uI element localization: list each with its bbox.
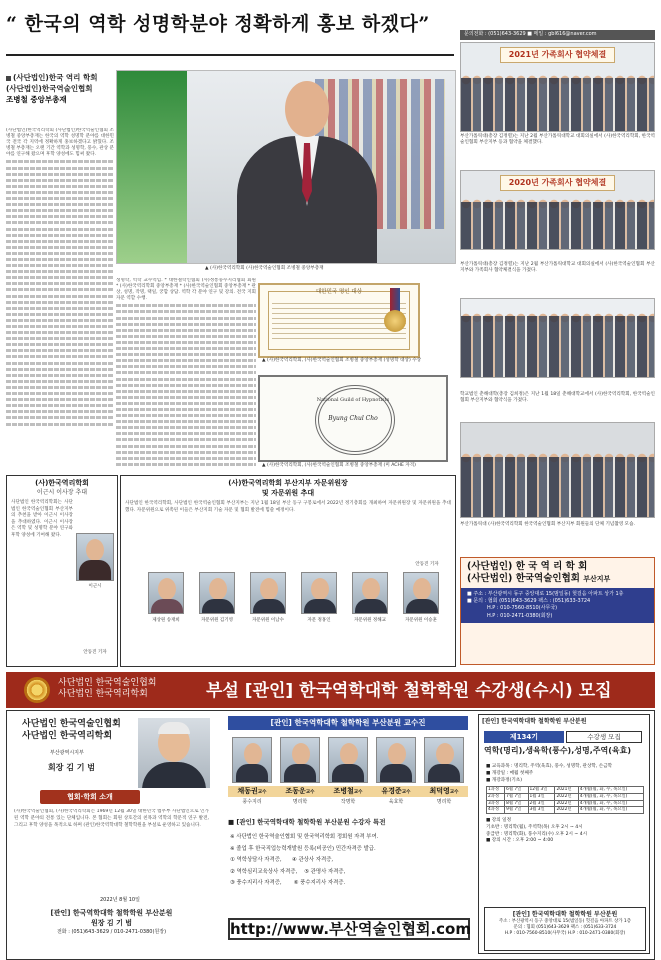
- main-photo: [116, 70, 456, 264]
- benefit-item: ① 역학상담사 자격증, ④ 관상사 자격증,: [230, 857, 334, 863]
- profile-block: [6, 72, 118, 105]
- article-text: (사단법인)한국역리학회 (사단법인)한국역술인협회 조병철 중앙부총재는 한국의 역학 성명학 분야를 대한민국 전국 각 지역에 정확하게 홍보하겠다고 밝혔다. 조병철 부총재는 오랜 기간 역학과 성명학, 풍수, 관상 분야를 연구해 왔으며 후학 양성에도 힘써 왔다.: [6, 128, 114, 158]
- article-body: [6, 128, 114, 468]
- member-name: 자문 정홍인: [307, 618, 331, 623]
- committee-reporter: 안동진 기자: [415, 562, 439, 567]
- professor-field: 명리학: [436, 799, 452, 805]
- notice-subjects: 역학(명리),생육학(풍수),성명,주역(육효): [484, 746, 631, 755]
- intro-tag: 협회·학회 소개: [40, 790, 140, 804]
- professor-field: 육효학: [388, 799, 404, 805]
- member-portrait: [352, 572, 388, 614]
- table-row: 1과정 6월 7일 12월 3일 2021년 4개월(월, 화, 수, 목요일): [487, 787, 644, 794]
- event-photo-2: [460, 170, 655, 250]
- certificate-title: 대한민국 명인 대상: [315, 289, 362, 295]
- professor-portrait: [280, 737, 320, 783]
- busan-info: [461, 588, 654, 623]
- busan-title-2: (사단법인) 한국역술인협회 부산지부: [467, 573, 611, 584]
- headline: “ 한국의 역학 성명학분야 정확하게 홍보 하겠다”: [6, 13, 430, 35]
- profile-org2: (사단법인)한국역술인협회: [6, 84, 93, 93]
- event-photo-4: [460, 422, 655, 518]
- headline-rule: [6, 54, 454, 56]
- member-name: 자문위원 김기영: [201, 618, 233, 623]
- member-portrait: [403, 572, 439, 614]
- event-caption-3: 학교법인 춘해대학(총장 김희정)은 지난 1월 18일 춘해대학교에서 (사)한국역리학회, 한국역술인협회 부산지부와 협약식을 가졌다.: [460, 392, 655, 404]
- president-portrait: [138, 718, 210, 788]
- bottom-left-sub: 부산광역시지부: [50, 750, 84, 756]
- busan-branch: 부산지부: [583, 575, 611, 583]
- busan-info-line: ■ 문의 : 협회 (051)643-3629 팩스 : (051)633-3724: [467, 598, 591, 605]
- notice-lines-2: ■ 강의 일정 기초반 : 명리학(월), 주역학(목) 오후 2시 ~ 4시 중급반 : 명리학(화), 풍수지리(수) 오후 2시 ~ 4시 ■ 강의 시간 : 오후 2:00 ~ 4:00: [486, 818, 588, 844]
- bottom-left-footer: [관인] 한국역학대학 철학학원 부산분원 원장 김 기 범 전화 : (051)643-3629 / 010-2471-0380(원장): [50, 909, 173, 935]
- professor-field: 작명학: [340, 799, 356, 805]
- member-name: 자문위원 이남수: [252, 618, 284, 623]
- member-name: 제상원 송재희: [152, 618, 180, 623]
- benefit-item: ※ 사단법인 한국역술인협회 및 한국역리학회 정회원 자격 부여.: [230, 834, 379, 840]
- association-logo-icon: [24, 677, 50, 703]
- committee-text: 사단법인 한국역리학회, 사단법인 한국역술인협회 부산지부는 지난 1월 18일 부산 동구 구봉로에서 2022년 정기총회를 개최하여 자문위원장 및 자문위원을 추대했다. 자문위원으로 위촉된 이들은 부산지회 기술 자문 및 협회 발전에 힘쓸 예정이다.: [125, 501, 451, 513]
- advisor-subtitle: 이근시 이사장 추대: [36, 489, 88, 496]
- professor-portrait: [424, 737, 464, 783]
- member-portrait: [199, 572, 235, 614]
- professor-name: 최덕영교수: [420, 786, 468, 797]
- event-photo-3: [460, 298, 655, 378]
- profile-role: 조병철 중앙부총재: [6, 95, 67, 104]
- event-photo-1: [460, 42, 655, 132]
- professor-portrait: [376, 737, 416, 783]
- busan-info-line: ■ 주소 : 부산광역시 동구 중앙대로 15(범일동) 헛걸음 아파트 상가 1층: [467, 591, 624, 597]
- cert2-name: Byung Chul Cho: [328, 415, 378, 422]
- bullet-icon: [6, 76, 11, 81]
- bottom-left-text: (사)한국역술인협회, (사)한국역리학회는 1969년 12월 30일 대한민국 법무부 사단법인으로 인가된 역학 분야의 전통 있는 단체입니다. 본 협회는 회원 상호간의 친목과 역학의 학문적 연구 발전, 그리고 후학 양성을 목적으로 하며 (관인)한국역학대학 철학학원을 부설로 운영하고 있습니다.: [14, 809, 209, 828]
- benefit-item: ③ 풍수지리사 자격증, ⑥ 풍수지리사 자격증.: [230, 880, 346, 886]
- profile-org1: (사단법인)한국 역리 학회: [6, 72, 118, 83]
- advisor-name: 이근시: [88, 584, 102, 589]
- contact-bar: 문의전화 : (051)643-3629 ■ 메일 : gbl616@naver.com: [460, 30, 655, 40]
- committee-subtitle: 및 자문위원 추대: [261, 489, 315, 497]
- benefit-item: ※ 졸업 후 한국직업능력개발원 등록(비공인) 민간자격증 발급.: [230, 845, 376, 852]
- benefit-item: ② 역학심리교육상사 자격증, ⑤ 관명사 자격증,: [230, 868, 346, 875]
- busan-info-line: H.P : 010-2471-0380(회장): [487, 612, 553, 619]
- notice-cohort-label: 수강생 모집: [566, 731, 642, 743]
- advisor-text: 사단법인 한국역리학회는 사단법인 한국역술인협회 부산지부의 추천을 받아 이근시 이사장을 추대하였다. 이근시 이사장은 역학 및 성명학 분야 연구와 후학 양성에 기여해 왔다.: [11, 500, 73, 538]
- advisor-portrait: [76, 533, 114, 581]
- notice-cohort: 제134기: [484, 731, 564, 743]
- table-row: 3과정 8월 7일 2월 3일 2022년 4개월(월, 화, 수, 목요일): [487, 800, 644, 807]
- mid-text: 성명학, 역학 교수역임. * 대한철학인협회 (사)정통풍수지리협회 회원 * (사)한국역리학회 중앙부총재 * (사)한국역술인협회 중앙부총재 * 관상, 성명, 작명, 택일, 궁합 상담. 역학 각 분야 연구 및 강의. 전국 지회 자문 역할 수행.: [116, 278, 256, 302]
- recruitment-banner: [6, 672, 655, 708]
- member-portrait: [250, 572, 286, 614]
- schedule-table: [486, 786, 644, 814]
- professor-field: 명리학: [292, 799, 308, 805]
- advisor-title: (사)한국역리학회: [35, 479, 89, 487]
- professor-portrait: [328, 737, 368, 783]
- event-caption-2: 부산가톨릭대(총장 김정렬)는 지난 2월 부산가톨릭대학교 대회의실에서 (사)한국역술인협회 부산지부와 가족회사 협약체결식을 가졌다.: [460, 262, 655, 274]
- banner-orgs: 사단법인 한국역술인협회 사단법인 한국역리학회: [58, 678, 157, 699]
- bottom-left-role: 회장 김 기 범: [48, 763, 95, 772]
- busan-info-line: H.P : 010-7560-8510(사무국): [487, 605, 558, 612]
- main-photo-caption: ▲ (사)한국역리학회 (사)한국역술인협회 조병철 중앙부총재: [205, 266, 324, 271]
- professor-portrait: [232, 737, 272, 783]
- website-url[interactable]: http://www.부산역술인협회.com: [230, 920, 471, 938]
- busan-title-1: (사단법인) 한 국 역 리 학 회: [467, 561, 588, 572]
- cert-caption-1: ▲ (사)한국역리학회, (사)한국역술인협회 조병철 중앙부총재 (성명학 대상) 수상: [262, 358, 422, 363]
- bottom-left-date: 2022년 8월 10일: [100, 897, 140, 903]
- table-row: 4과정 9월 7일 3월 3일 2022년 4개월(월, 화, 수, 목요일): [487, 807, 644, 814]
- professor-name: 유경준교수: [372, 786, 420, 797]
- committee-box: [120, 475, 456, 667]
- notice-footer: [관인] 한국역학대학 철학학원 부산분원 주소 : 부산광역시 동구 중앙대로 15(범일동) 헛걸음 아파트 상가 1층 문의 : 협회 (051)643-3629 팩스 : (051)633-3724 H.P : 010-7560-8510(사무국) H.P : 010-2471-0380(회장): [484, 907, 646, 951]
- event-caption-1: 부산가톨릭대(총장 김정렬)는 지난 2월 부산가톨릭대학교 대회의실에서 (사)한국역리학회, 한국역술인협회 부산지부 등과 협약을 체결했다.: [460, 134, 655, 146]
- professor-field: 풍수지리: [242, 799, 262, 805]
- cert-caption-2: ▲ (사)한국역리학회, (사)한국역술인협회 조병철 중앙부총재 (미 ACHE 자격): [262, 463, 416, 468]
- member-portrait: [148, 572, 184, 614]
- cert2-title: National Guild of Hypnotists: [316, 397, 390, 403]
- event-banner-1: 2021년 가족회사 협약체결: [500, 47, 616, 63]
- notice-lines: ■ 교육과목 : 명리학, 주역(육효), 풍수, 성명학, 관상학, 손금학 ■ 개강일 : 매월 첫째주 ■ 개강과정(기초): [486, 764, 613, 783]
- advisor-reporter: 안동진 기자: [83, 650, 107, 655]
- professor-name: 채동권교수: [228, 786, 276, 797]
- member-name: 자문위원 정해교: [354, 618, 386, 623]
- bottom-left-orgs: 사단법인 한국역술인협회 사단법인 한국역리학회: [22, 719, 121, 741]
- benefits-list: [230, 832, 470, 890]
- professor-name: 조병철교수: [324, 786, 372, 797]
- banner-headline: 부설 [관인] 한국역학대학 철학학원 수강생(수시) 모집: [206, 681, 612, 701]
- event-banner-2: 2020년 가족회사 협약체결: [500, 175, 616, 191]
- table-row: 2과정 7월 7일 1월 3일 2022년 4개월(월, 화, 수, 목요일): [487, 793, 644, 800]
- event-caption-4: 부산가톨릭대 (사)한국역리학회 한국역술인협회 부산지부 회원들의 단체 기념촬영 모습.: [460, 522, 636, 527]
- professor-name: 조동운교수: [276, 786, 324, 797]
- member-name: 자문위원 이승훈: [405, 618, 437, 623]
- medal-icon: [384, 288, 406, 346]
- hypnotist-certificate: [258, 375, 448, 462]
- person-portrait: [237, 81, 377, 264]
- committee-title: (사)한국역리학회 부산지부 자문위원장: [228, 479, 348, 487]
- busan-branch-box: [460, 557, 655, 665]
- member-portrait: [301, 572, 337, 614]
- benefits-title: ■ [관인] 한국역학대학 철학학원 부산분원 수강자 특전: [228, 818, 386, 826]
- professors-title: [관인] 한국역학대학 철학학원 부산분원 교수진: [228, 716, 468, 730]
- notice-head: [관인] 한국역학대학 철학학원 부산분원: [482, 718, 587, 725]
